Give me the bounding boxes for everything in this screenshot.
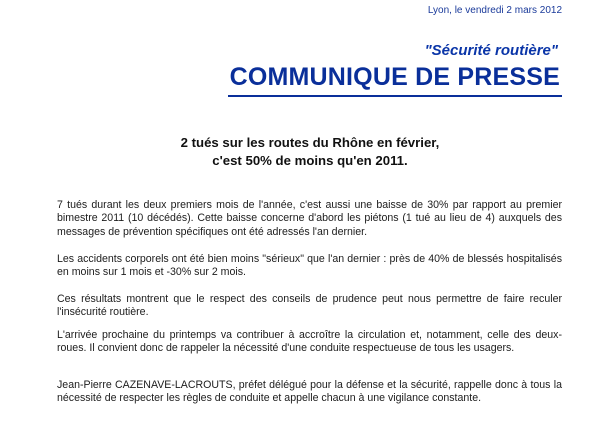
headline-line-2: c'est 50% de moins qu'en 2011. xyxy=(212,153,408,168)
body-paragraph-5: Jean-Pierre CAZENAVE-LACROUTS, préfet délégué pour la défense et la sécurité, rappelle donc à tous la nécessité de respecter les règles de conduite et appelle chacun à une vigilance constante. xyxy=(57,379,562,405)
headline xyxy=(60,134,560,170)
page-title: COMMUNIQUE DE PRESSE xyxy=(229,63,560,91)
kicker-heading: "Sécurité routière" xyxy=(424,42,558,59)
body-paragraph-3: Ces résultats montrent que le respect des conseils de prudence peut nous permettre de faire reculer l'insécurité routière. xyxy=(57,293,562,319)
title-underline xyxy=(228,95,562,97)
body-paragraph-2: Les accidents corporels ont été bien moins "sérieux" que l'an dernier : près de 40% de blessés hospitalisés en moins sur 1 mois et -30% sur 2 mois. xyxy=(57,253,562,279)
dateline: Lyon, le vendredi 2 mars 2012 xyxy=(427,5,562,16)
headline-line-1: 2 tués sur les routes du Rhône en février, xyxy=(180,135,440,150)
body-paragraph-1: 7 tués durant les deux premiers mois de l'année, c'est aussi une baisse de 30% par rapport au premier bimestre 2011 (10 décédés). Cette baisse concerne d'abord les piétons (1 tué au lieu de 4) auxquels des messages de prévention spécifiques ont été adressés l'an dernier. xyxy=(57,199,562,238)
body-paragraph-4: L'arrivée prochaine du printemps va contribuer à accroître la circulation et, notamment, celle des deux-roues. Il convient donc de rappeler la nécessité d'une conduite respectueuse de tous les usagers. xyxy=(57,329,562,355)
